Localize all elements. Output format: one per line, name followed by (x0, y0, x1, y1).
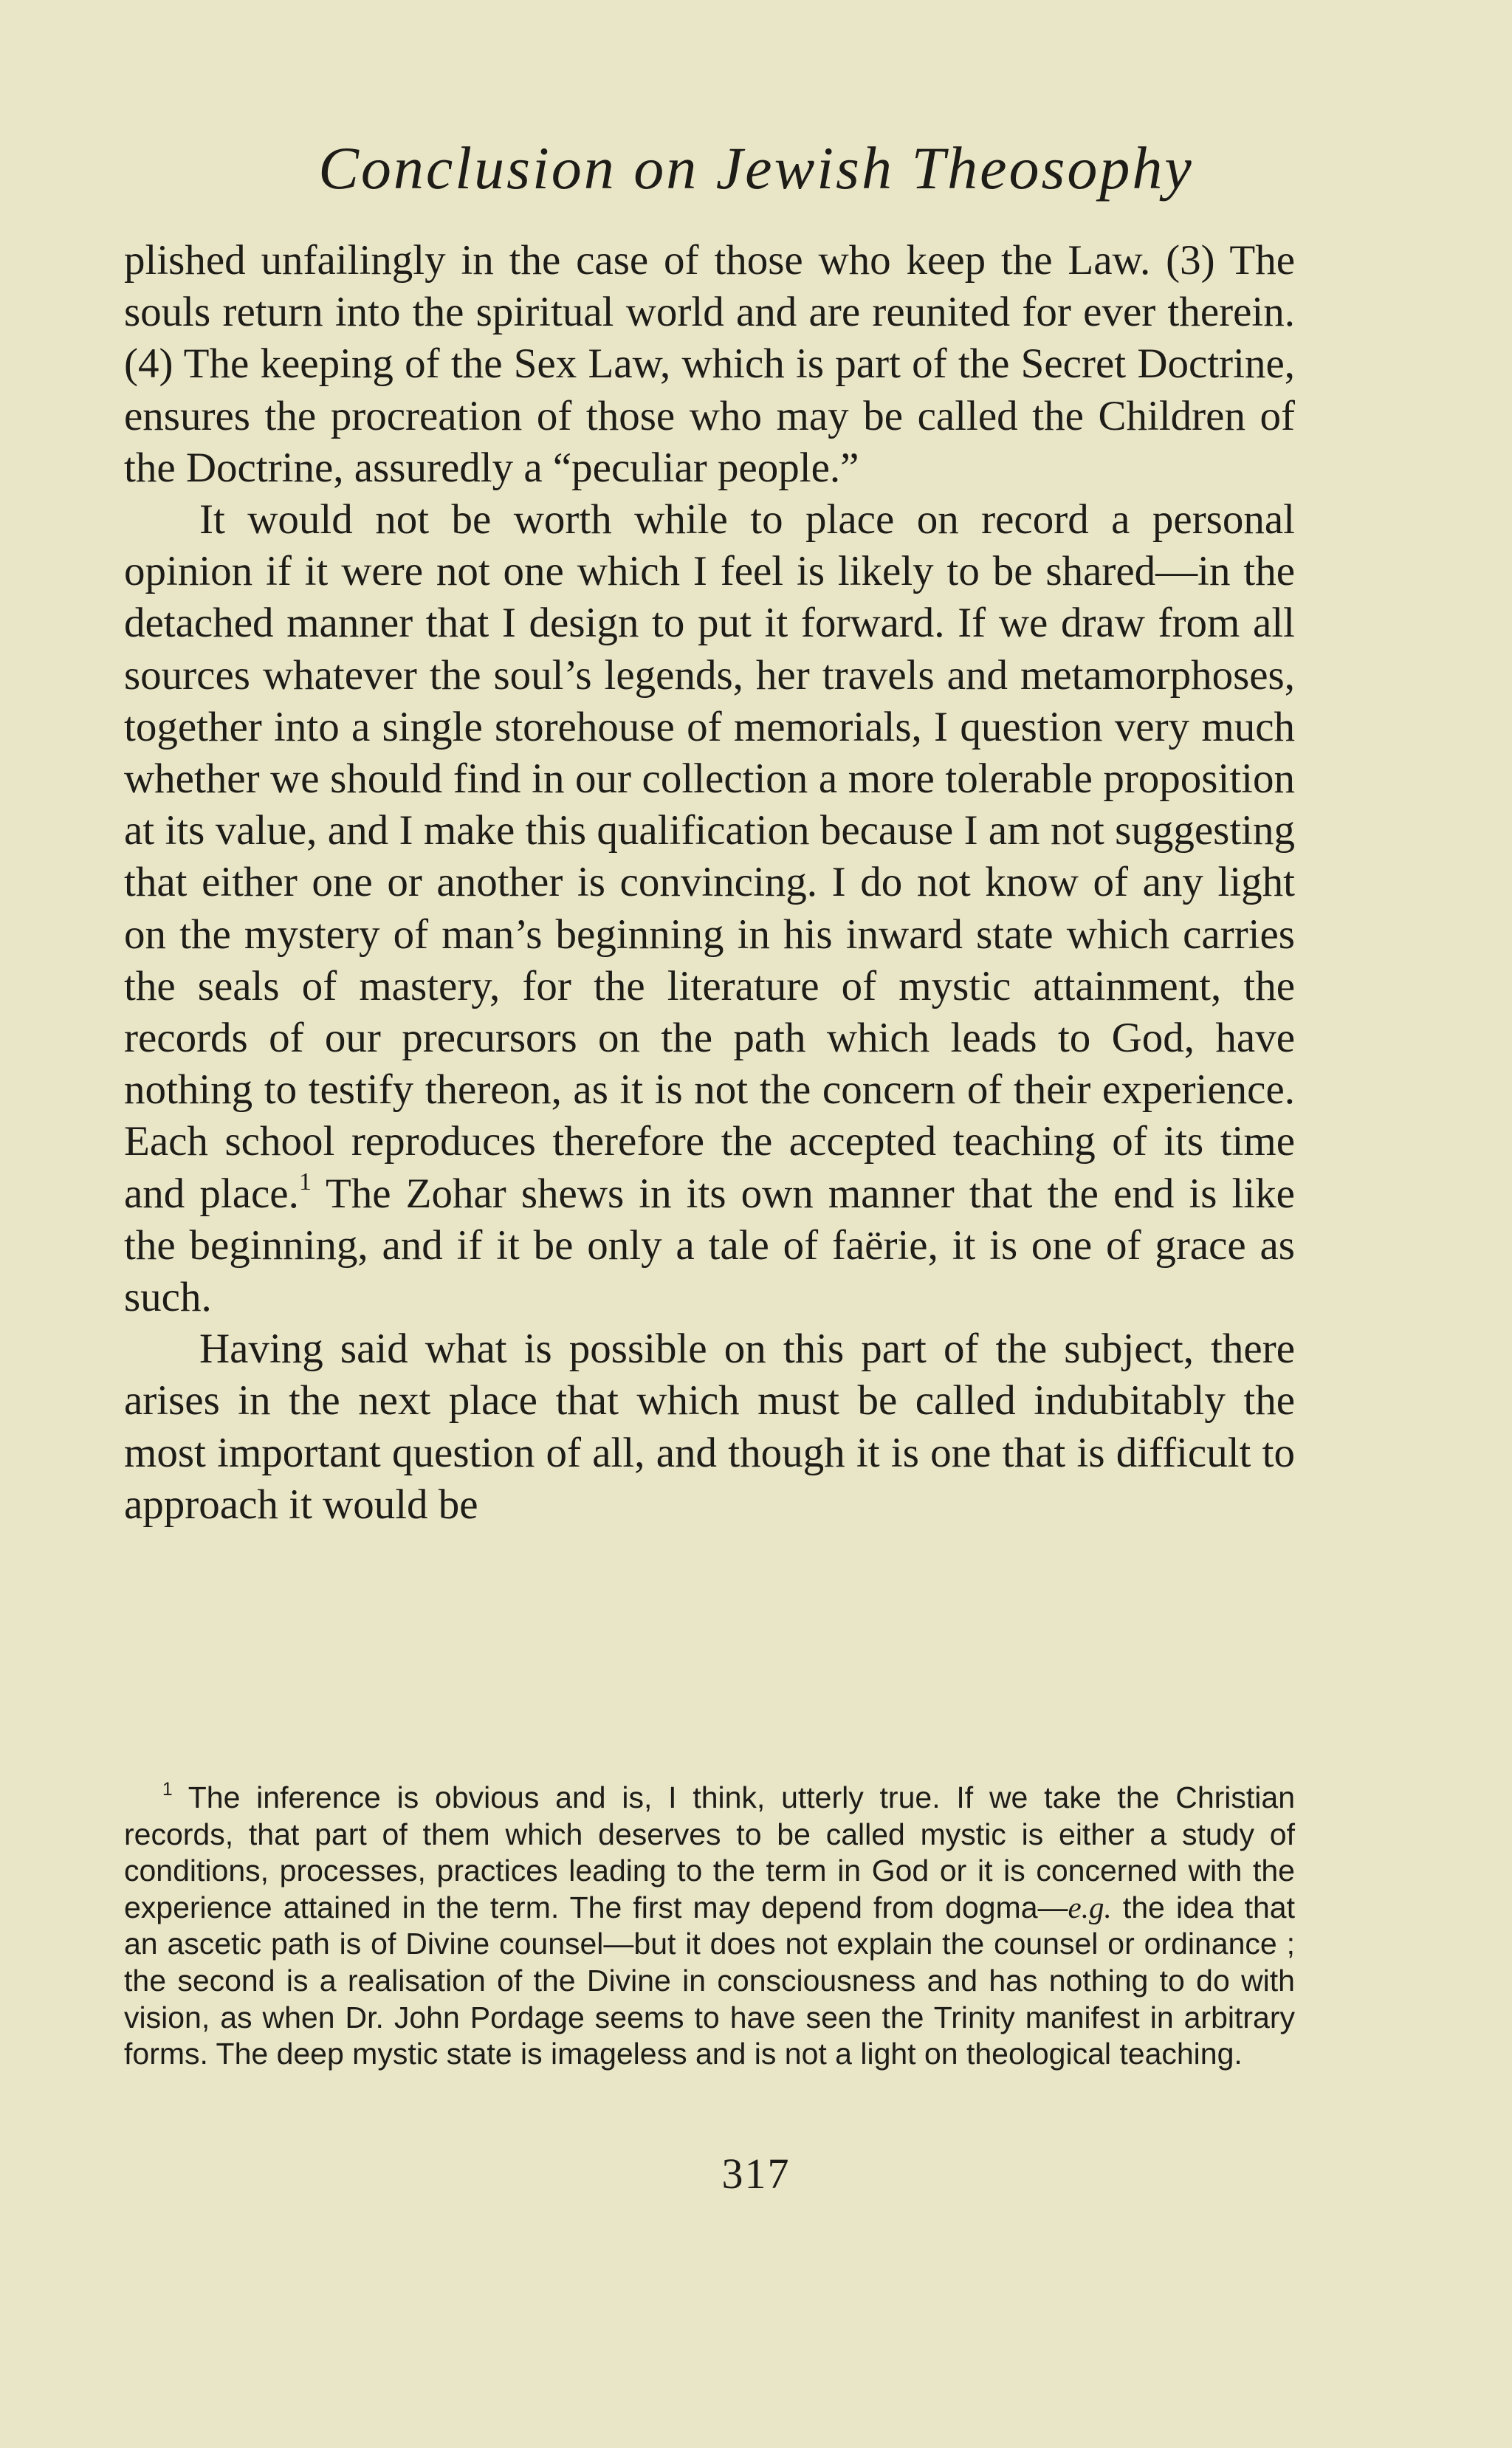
footnote-reference: 1 (298, 1168, 312, 1196)
footnote-marker: 1 (162, 1779, 173, 1800)
running-head-title: Conclusion on Jewish Theosophy (318, 134, 1194, 202)
paragraph-continued: plished unfailingly in the case of those who keep the Law. (3) The souls return into the spiritual world and are reunited for ever therein. (4) The keeping of the Sex Law, which is part of the Secret Doctrine, ensures the procreation of those who may be called the Children of the Doctrine, assuredly a “peculiar people.” (124, 237, 1295, 491)
footnote-block (124, 1780, 1295, 2073)
main-text (124, 235, 1295, 1531)
page-number: 317 (721, 2150, 791, 2198)
footnote-text: The inference is obvious and is, I think, utterly true. If we take the Christian records, that part of them which deserves to be called mystic is either a study of conditions, processes, practices leading to the term in God or it is concerned with the experience attained in the term. The first may depend from dogma— (124, 1780, 1295, 1924)
footnote-text: the idea that an ascetic path is of Divine counsel—but it does not explain the counsel or ordinance ; the second is a realisation of the Divine in consciousness and has nothing to do with vision, as when Dr. John Pordage seems to have seen the Trinity manifest in arbitrary forms. The deep mystic state is imageless and is not a light on theological teaching. (124, 1890, 1295, 2071)
paragraph-personal-opinion (124, 494, 1295, 1323)
paragraph-next-question: Having said what is possible on this part of the subject, there arises in the next place that which must be called indubitably the most important question of all, and though it is one that is difficult to approach it would be (124, 1326, 1295, 1528)
footnote-abbreviation: e.g. (1068, 1890, 1112, 1924)
footnote (124, 1780, 1295, 2073)
paragraph-text: It would not be worth while to place on record a personal opinion if it were not one which I feel is likely to be shared—in the detached manner that I design to put it forward. If we draw from all sources whatever the soul’s legends, her travels and metamorphoses, together into a single storehouse of memorials, I question very much whether we should find in our collection a more tolerable proposition at its value, and I make this qualification because I am not suggesting that either one or another is convincing. I do not know of any light on the mystery of man’s beginning in his inward state which carries the seals of mastery, for the literature of mystic attainment, the records of our precursors on the path which leads to God, have nothing to testify thereon, as it is not the concern of their experience. Each school reproduces therefore the accepted teaching of its time and place. (124, 496, 1295, 1217)
paragraph-text: The Zohar shews in its own manner that the end is like the beginning, and if it be only a tale of faërie, it is one of grace as such. (124, 1170, 1295, 1321)
